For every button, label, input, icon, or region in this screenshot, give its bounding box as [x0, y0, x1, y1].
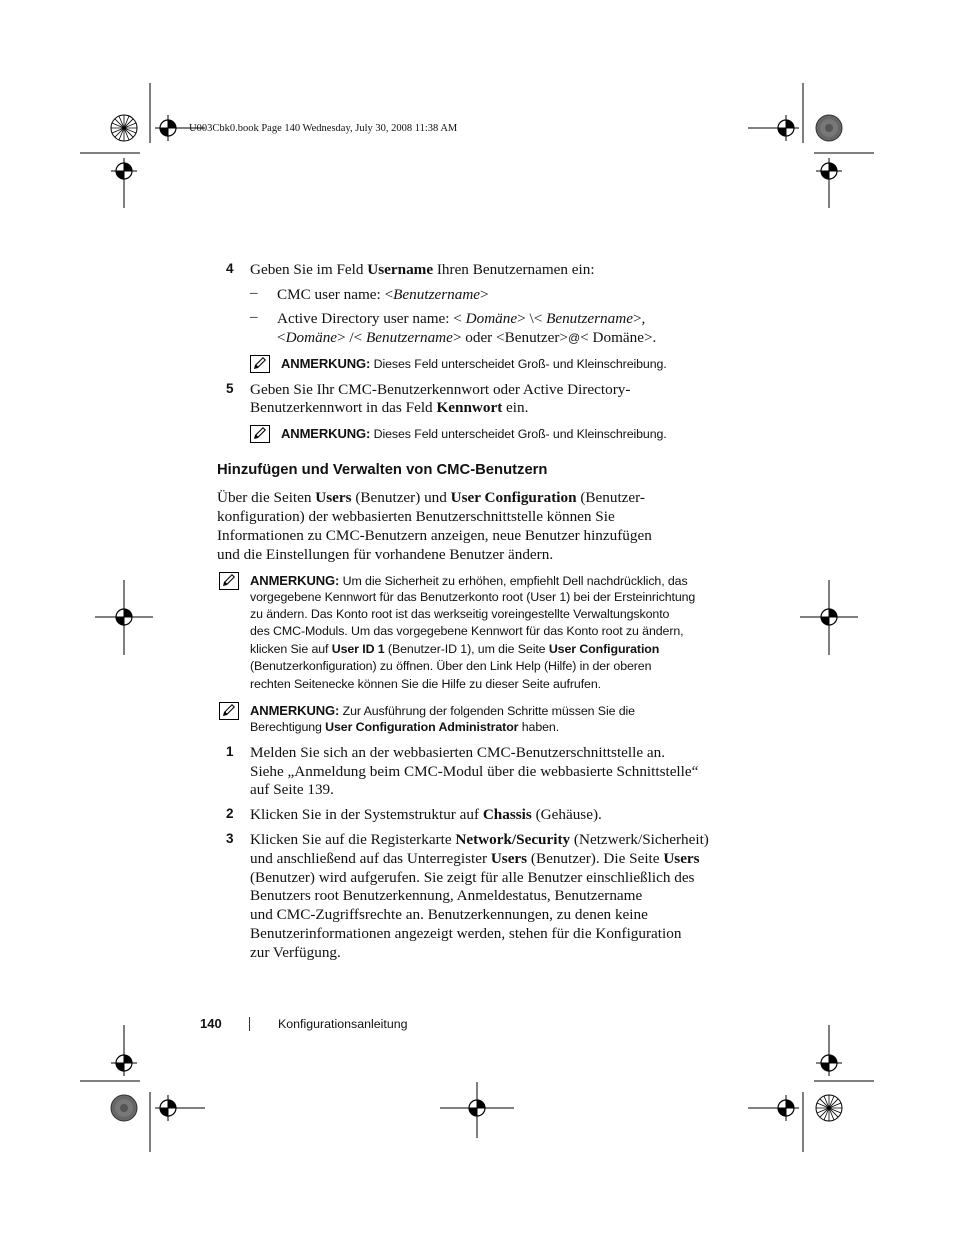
- paragraph-line: Über die Seiten Users (Benutzer) und User Configuration (Benutzer-: [217, 489, 645, 506]
- step-text-cont: und CMC-Zugriffsrechte an. Benutzerkennungen, zu denen keine: [250, 906, 648, 923]
- page-number: 140: [200, 1016, 222, 1031]
- note-line: rechten Seitenecke können Sie die Hilfe zu dieser Seite aufrufen.: [250, 677, 601, 691]
- list-dash: –: [250, 285, 258, 301]
- step-number: 4: [226, 261, 234, 276]
- step-text-cont: zur Verfügung.: [250, 944, 341, 961]
- paragraph-line: und die Einstellungen für vorhandene Benutzer ändern.: [217, 546, 554, 563]
- note-case-sensitive: ANMERKUNG: Dieses Feld unterscheidet Groß- und Kleinschreibung.: [281, 426, 667, 441]
- ad-user-name-text: Active Directory user name: < Domäne> \< Benutzername>,: [277, 310, 646, 327]
- footer-divider: [249, 1017, 250, 1031]
- step-number: 3: [226, 831, 234, 846]
- step-text: Melden Sie sich an der webbasierten CMC-Benutzerschnittstelle an.: [250, 744, 666, 761]
- note-line: ANMERKUNG: Zur Ausführung der folgenden Schritte müssen Sie die: [250, 703, 635, 718]
- note-pencil-icon: [250, 355, 270, 373]
- step-text-cont: Siehe „Anmeldung beim CMC-Modul über die webbasierte Schnittstelle“: [250, 763, 699, 780]
- note-line: (Benutzerkonfiguration) zu öffnen. Über den Link Help (Hilfe) in der oberen: [250, 659, 652, 673]
- paragraph-line: Informationen zu CMC-Benutzern anzeigen, neue Benutzer hinzufügen: [217, 527, 652, 544]
- note-pencil-icon: [219, 702, 239, 720]
- step-text: Geben Sie Ihr CMC-Benutzerkennwort oder Active Directory-: [250, 381, 631, 398]
- footer-title: Konfigurationsanleitung: [278, 1017, 408, 1031]
- note-line: vorgegebene Kennwort für das Benutzerkonto root (User 1) bei der Ersteinrichtung: [250, 590, 696, 604]
- step-text: Klicken Sie in der Systemstruktur auf Chassis (Gehäuse).: [250, 806, 602, 823]
- note-line: des CMC-Moduls. Um das vorgegebene Kennwort für das Konto root zu ändern,: [250, 624, 684, 638]
- step-text-cont: Benutzers root Benutzerkennung, Anmeldestatus, Benutzername: [250, 887, 643, 904]
- note-line: zu ändern. Das Konto root ist das werkseitig voreingestellte Verwaltungskonto: [250, 607, 670, 621]
- ad-user-name-text-cont: <Domäne> /< Benutzername> oder <Benutzer>@< Domäne>.: [277, 329, 657, 346]
- step-text-cont: (Benutzer) wird aufgerufen. Sie zeigt für alle Benutzer einschließlich des: [250, 869, 695, 886]
- note-line: ANMERKUNG: Um die Sicherheit zu erhöhen, empfiehlt Dell nachdrücklich, das: [250, 573, 688, 588]
- note-line: Berechtigung User Configuration Administrator haben.: [250, 720, 560, 734]
- note-pencil-icon: [250, 425, 270, 443]
- step-number: 5: [226, 381, 234, 396]
- step-text-cont: auf Seite 139.: [250, 781, 334, 798]
- note-case-sensitive: ANMERKUNG: Dieses Feld unterscheidet Groß- und Kleinschreibung.: [281, 356, 667, 371]
- step-text: Geben Sie im Feld Username Ihren Benutzernamen ein:: [250, 261, 595, 278]
- step-text-cont: Benutzerinformationen angezeigt werden, stehen für die Konfiguration: [250, 925, 682, 942]
- section-heading: Hinzufügen und Verwalten von CMC-Benutzern: [217, 462, 548, 478]
- cmc-user-name-text: CMC user name: <Benutzername>: [277, 286, 489, 303]
- note-line: klicken Sie auf User ID 1 (Benutzer-ID 1), um die Seite User Configuration: [250, 642, 660, 656]
- note-pencil-icon: [219, 572, 239, 590]
- step-number: 2: [226, 806, 234, 821]
- step-text-cont: und anschließend auf das Unterregister Users (Benutzer). Die Seite Users: [250, 850, 700, 867]
- step-text: Klicken Sie auf die Registerkarte Network/Security (Netzwerk/Sicherheit): [250, 831, 709, 848]
- step-number: 1: [226, 744, 234, 759]
- list-dash: –: [250, 309, 258, 325]
- paragraph-line: konfiguration) der webbasierten Benutzerschnittstelle können Sie: [217, 508, 615, 525]
- file-info: U003Cbk0.book Page 140 Wednesday, July 30, 2008 11:38 AM: [189, 123, 458, 134]
- step-text-cont: Benutzerkennwort in das Feld Kennwort ein.: [250, 399, 529, 416]
